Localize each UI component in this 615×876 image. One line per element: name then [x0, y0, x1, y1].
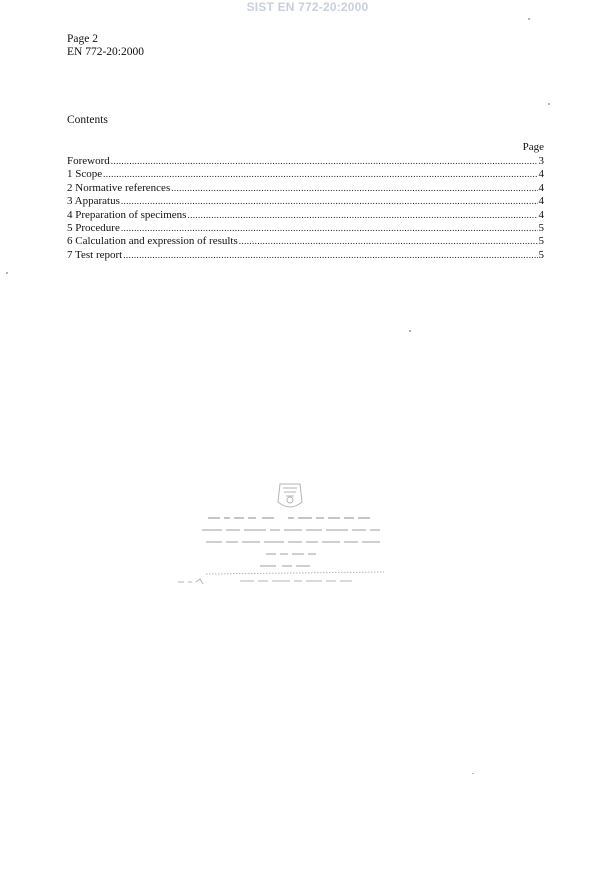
- toc-page-column-label: Page: [522, 141, 544, 153]
- official-stamp: [170, 478, 410, 593]
- toc-entry-title: 7 Test report: [67, 248, 123, 261]
- table-of-contents: [67, 141, 544, 262]
- toc-entry[interactable]: [67, 209, 544, 222]
- toc-dot-leader: [103, 168, 537, 181]
- toc-dot-leader: [121, 222, 538, 235]
- toc-dot-leader: [239, 235, 538, 248]
- toc-entry-title: 5 Procedure: [67, 221, 120, 234]
- page-header: [67, 33, 144, 59]
- toc-entry-page: 3: [538, 155, 544, 167]
- scan-speck: [6, 272, 8, 274]
- toc-entry[interactable]: [67, 249, 544, 262]
- toc-entry-page: 4: [538, 181, 544, 194]
- toc-entry[interactable]: [67, 222, 544, 235]
- document-watermark: SIST EN 772-20:2000: [246, 0, 369, 14]
- toc-entry[interactable]: [67, 155, 544, 168]
- toc-entry[interactable]: [67, 235, 544, 248]
- scan-speck: [472, 773, 474, 774]
- scan-speck: [548, 103, 550, 105]
- toc-entry-title: 1 Scope: [67, 168, 103, 181]
- toc-entry-title: 3 Apparatus: [67, 195, 120, 208]
- toc-entry-page: 5: [538, 248, 544, 261]
- toc-entry-page: 5: [538, 221, 544, 234]
- toc-dot-leader: [123, 249, 537, 262]
- toc-entry-page: 4: [538, 168, 544, 181]
- toc-dot-leader: [171, 182, 537, 195]
- contents-heading: Contents: [67, 114, 108, 126]
- toc-entry-page: 4: [538, 195, 544, 208]
- toc-entry[interactable]: [67, 182, 544, 195]
- standard-identifier: EN 772-20:2000: [67, 46, 144, 58]
- toc-entry-title: Foreword: [67, 155, 110, 167]
- toc-entry-page: 5: [538, 235, 544, 248]
- toc-entry[interactable]: [67, 195, 544, 208]
- toc-entry[interactable]: [67, 168, 544, 181]
- scan-speck: [528, 18, 530, 20]
- toc-dot-leader: [187, 209, 537, 222]
- toc-entry-title: 4 Preparation of specimens: [67, 208, 187, 221]
- toc-entries: [67, 155, 544, 262]
- toc-entry-page: 4: [538, 208, 544, 221]
- scan-speck: [252, 241, 253, 242]
- toc-entry-title: 2 Normative references: [67, 181, 171, 194]
- toc-dot-leader: [121, 195, 538, 208]
- toc-entry-title: 6 Calculation and expression of results: [67, 235, 238, 248]
- page-number: Page 2: [67, 33, 98, 45]
- toc-dot-leader: [111, 155, 538, 168]
- scan-speck: [409, 330, 411, 332]
- seal-icon: [170, 478, 410, 593]
